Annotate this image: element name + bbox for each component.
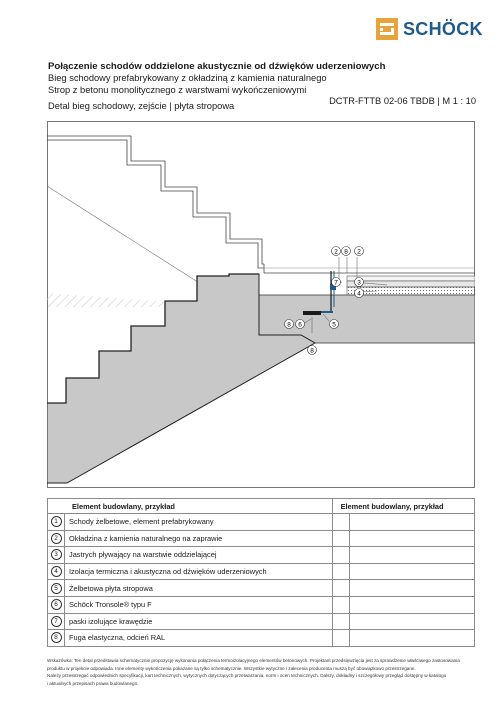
legend-label: paski izolujące krawędzie (65, 613, 333, 630)
legend-row (48, 613, 475, 630)
legend-label: Żelbetowa płyta stropowa (65, 580, 333, 597)
svg-text:5: 5 (332, 321, 336, 329)
svg-text:8: 8 (287, 321, 291, 329)
callout-low-6 (296, 320, 305, 329)
svg-text:8: 8 (344, 248, 348, 256)
legend-label: Izolacja termiczna i akustyczna od dźwięków uderzeniowych (65, 563, 333, 580)
legend-number: 5 (51, 583, 62, 594)
legend-row (48, 630, 475, 647)
title-line-detail: Detal bieg schodowy, zejście | płyta stropowa (48, 101, 235, 112)
footnote-line: Należy przestrzegać odpowiednich specyfikacji, kart technicznych, wytycznych dotyczących przetwarzania, norm i ocen technicznych. Dalszy, dokładny i szczegółowy przegląd dostępny w katalogu (47, 673, 447, 679)
legend-label: Fuga elastyczna, odcień RAL (65, 630, 333, 647)
callout-mid-3 (355, 278, 364, 287)
brand-name: SCHÖCK (403, 19, 483, 39)
svg-text:6: 6 (298, 321, 302, 329)
callout-top-2b (355, 247, 364, 256)
callout-top-2 (332, 247, 341, 256)
callout-low-8 (285, 320, 294, 329)
callout-top-8 (342, 247, 351, 256)
svg-text:7: 7 (334, 279, 338, 287)
document-title: Połączenie schodów oddzielone akustycznie od dźwięków uderzeniowych (48, 61, 386, 72)
schoeck-logo (376, 18, 483, 42)
legend-label: Jastrych pływający na warstwie oddzielającej (65, 547, 333, 564)
legend-header-right: Element budowlany, przykład (332, 499, 474, 514)
svg-text:8: 8 (310, 347, 314, 355)
legend-number: 8 (51, 632, 62, 643)
legend-row (48, 580, 475, 597)
legend-row (48, 530, 475, 547)
callout-mid-7 (332, 278, 341, 287)
svg-text:4: 4 (357, 290, 361, 298)
legend-label: Schody żelbetowe, element prefabrykowany (65, 514, 333, 531)
footnote-line: i aktualnych przepisach prawa budowlanego. (47, 680, 139, 686)
legend-label: Okładzina z kamienia naturalnego na zaprawie (65, 530, 333, 547)
title-line-slab: Strop z betonu monolitycznego z warstwami wykończeniowymi (48, 84, 307, 95)
legend-header-left: Element budowlany, przykład (48, 499, 333, 514)
svg-text:3: 3 (357, 279, 361, 287)
callout-mid-4 (355, 289, 364, 298)
legend-label: Schöck Tronsole® typu F (65, 596, 333, 613)
legend-row (48, 596, 475, 613)
legend-number: 4 (51, 566, 62, 577)
title-line-stairs: Bieg schodowy prefabrykowany z okładziną z kamienia naturalnego (48, 73, 327, 83)
legend-number: 3 (51, 549, 62, 560)
legend-number: 1 (51, 516, 62, 527)
legend-number: 6 (51, 599, 62, 610)
section-drawing (47, 121, 475, 488)
legend-row (48, 547, 475, 564)
legend-number: 2 (51, 533, 62, 544)
legend-number: 7 (51, 616, 62, 627)
footnote-line: Wskazówka: Ten detal przedstawia schematycznie propozycję wykonania połączenia termoizolacyjnego elementów betonowych. Projektant przedsięwzięcia jest za sprawdzenie właściwego zastosowania (47, 658, 460, 663)
legend-table (47, 498, 475, 647)
legend-row (48, 563, 475, 580)
drawing-code: DCTR-FTTB 02-06 TBDB | M 1 : 10 (329, 96, 476, 107)
callout-low-5 (330, 320, 339, 329)
disclaimer-footnote (47, 657, 477, 687)
footnote-line: produktu w projekcie odpowiada. Inne elementy wykończenia pokazane są tylko schematycznie. Wszystkie wytyczne i zalecenia producenta muszą być obowiązkowo przestrzegane. (47, 665, 416, 671)
legend-row (48, 514, 475, 531)
svg-text:2: 2 (357, 248, 361, 256)
schoeck-logo-icon (376, 18, 398, 40)
svg-text:2: 2 (334, 248, 338, 256)
callout-bot-8 (308, 346, 317, 355)
legend-header (48, 499, 475, 514)
title-block (48, 61, 480, 112)
